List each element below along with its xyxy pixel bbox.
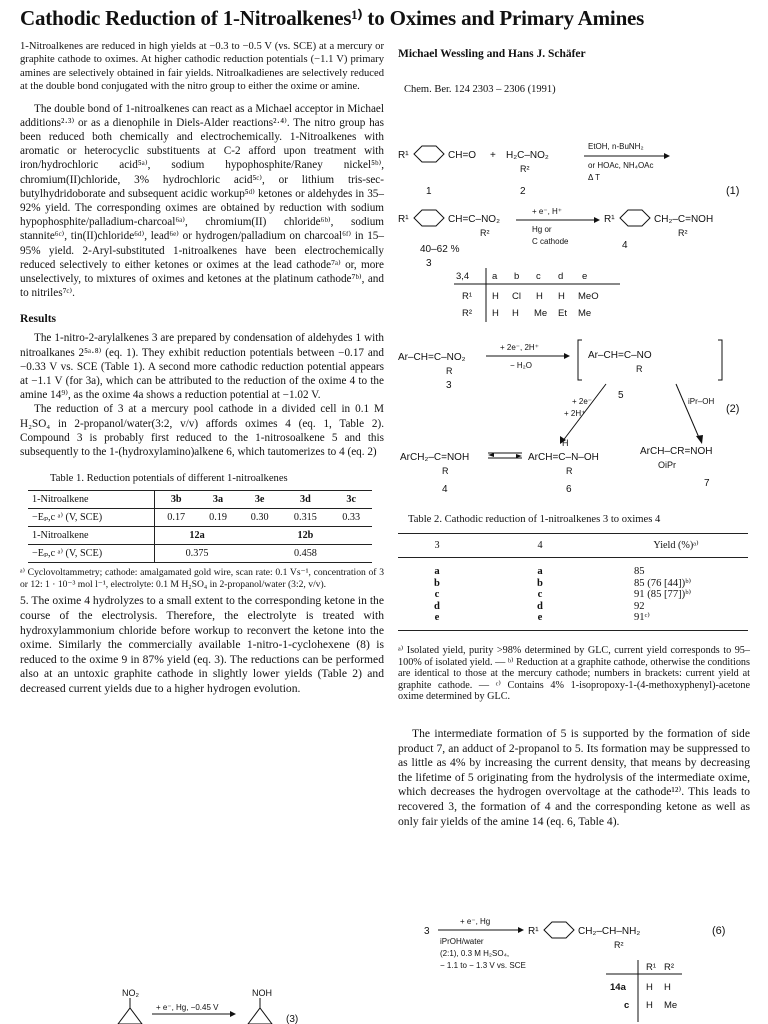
scheme2-condition-2: − H₂O [510,361,532,370]
scheme6-table-head: R¹ [646,962,657,973]
subst-cell: Et [558,308,567,319]
scheme2-label-4: 4 [442,484,448,495]
scheme2-r-c: R [442,466,449,476]
scheme2-label-7: 7 [704,478,710,489]
table-cell: a b c d e [398,558,476,631]
scheme1-r2: R² [520,164,530,174]
scheme2-condition-3: + 2e⁻ [572,397,593,406]
scheme3-noh: NOH [252,988,272,998]
benzene-ring-4 [544,922,574,938]
reaction-arrow [676,384,700,440]
results-paragraph-1: The 1-nitro-2-arylalkenes 3 are prepared by condensation of aldehydes 1 with nitroalkanes 2⁵ᵃ·⁸⁾ (eq. 1). They exhibit reduction potentials between −0.17 and −0.33 V vs. SCE (Table 1). A second more cathodic reduction potential appears at −1.1 V (for 3a), which can be attributed to the reduction of the oxime 4 to the amine 14⁹⁾, as the oxime 4a shows a reduction potential at −1.02 V. [20,332,384,402]
subst-cell: H [558,291,565,302]
subst-header: d [558,271,564,282]
page-title: Cathodic Reduction of 1-Nitroalkenes¹⁾ to Oximes and Primary Amines [20,6,645,30]
scheme2-hydroxylamine: ArCH=C–N–OH [528,452,599,463]
scheme3-eq: (3) [286,1014,299,1024]
subst-cell: H [492,291,499,302]
table-header-row [398,534,748,558]
scheme1-label-4: 4 [622,240,628,251]
scheme1-condition-5: Hg or [532,225,552,234]
table-row [398,558,748,631]
scheme6-table-head: R² [664,962,675,973]
subst-header: e [582,271,588,282]
table-cell: 0.30 [239,509,281,527]
table-cell: 85 85 (76 [44])ᵇ⁾ 91 (85 [77])ᵇ⁾ 92 91ᶜ⁾ [604,558,748,631]
right-column [398,40,750,95]
scheme6-eq-number: (6) [712,925,726,937]
scheme-2 [396,336,758,506]
scheme6-table-cell: 14a [610,982,626,993]
subst-cell: Me [534,308,548,319]
subst-header: b [514,271,520,282]
scheme6-r2: R² [614,940,624,950]
bracket-right [718,340,722,380]
scheme2-nitroalkene: Ar–CH=C–NO₂ [398,352,466,363]
scheme1-nitroalkane: H₂C–NO₂ [506,150,549,161]
intro-paragraph: The double bond of 1-nitroalkenes can react as a Michael acceptor in Michael additions²·³⁾ or as a dienophile in Diels-Alder reactions²·⁴⁾. The nitro group has been reduced both chemically and electrochemically. 1-Nitroalkenes with aromatic or heterocyclic substituents at C-2 afford upon treatment with iron/hydrochloric acid⁵ᵃ⁾, sodium hypophosphite/Raney nickel⁵ᵇ⁾, chromium(II)chloride, 3% hydrochloric acid⁵ᶜ⁾, or lithium tris-sec-butylhydridoborate and subsequent acidic workup⁵ᵈ⁾ ketones or aldehydes in 35–92% yield. The corresponding oximes are obtained by reduction with sodium hypophosphite/palladium-charcoal⁶ᵃ⁾, chromium(II) chloride⁶ᵇ⁾, sodium stannite⁶ᶜ⁾, tin(II)chloride⁶ᵈ⁾, lead⁶ᵉ⁾ or hydrogen/palladium on charcoal⁶ᶠ⁾ in 15–95% yield. 2-Aryl-substituted 1-nitroalkenes have been electrochemically reduced selectively to either ketones or oximes at the lead cathode⁷ᵃ⁾ or, more unselectively, to mixtures of oximes and ketones at the platinum cathode⁷ᵇ⁾, and to nitriles⁷ᶜ⁾. [20,102,384,300]
scheme2-condition-1: + 2e⁻, 2H⁺ [500,343,539,352]
scheme6-table-cell: Me [664,1000,678,1011]
scheme2-label-3: 3 [446,380,452,391]
scheme1-plus: + [490,150,496,161]
abstract-text: 1-Nitroalkenes are reduced in high yields at −0.3 to −0.5 V (vs. SCE) at a mercury or graphite cathode to oximes. At higher cathodic reduction potentials (−1.1 V) primary amines are selectively obtained in fair yields. Nitroalkadienes are selectively reduced at the double bond conjugated with the nitro group to either the oxime or amine. [20,41,384,93]
scheme1-label-3: 3 [426,258,432,269]
scheme1-oxime: CH₂–C=NOH [654,214,714,225]
scheme1-label-1: 1 [426,186,432,197]
table2-footnote: ᵃ⁾ Isolated yield, purity >98% determined by GLC, current yield corresponds to 95–100% of isolated yield. — ᵇ⁾ Reduction at a graphite cathode, otherwise the conditions are identical to those at the mercury cathode; numbers in brackets: current yield at graphite cathode. — ᶜ⁾ Contains 4% 1-isopropoxy-1-(4-methoxyphenyl)-acetone oxime determined by GLC. [398,644,750,703]
scheme3-conditions: + e⁻, Hg, −0.45 V [156,1003,219,1012]
right-lower [398,514,750,829]
subst-header: a [492,271,498,282]
scheme-3 [100,984,320,1024]
scheme1-r1-c: R¹ [604,214,615,225]
table2-caption: Table 2. Cathodic reduction of 1-nitroalkenes 3 to oximes 4 [408,514,661,525]
scheme6-condition-1: + e⁻, Hg [460,917,491,926]
table-cell: 3c [330,491,372,509]
table-row [28,527,372,545]
table-header: 4 [476,534,604,558]
table-row [28,491,372,509]
benzene-ring-1 [414,146,444,162]
scheme1-aldehyde: CH=O [448,150,477,161]
scheme2-eq-number: (2) [726,403,740,415]
benzene-ring-3 [620,210,650,226]
subst-cell: H [492,308,499,319]
table-row [28,509,372,527]
table-header: 3 [398,534,476,558]
scheme1-condition-3: Δ T [588,173,601,182]
table1 [28,490,372,563]
scheme6-r1: R¹ [528,926,539,937]
table-cell: 12a [155,527,239,545]
scheme6-table-cell: H [664,982,671,993]
subst-cell: Cl [512,291,521,302]
table-cell: 0.315 [280,509,330,527]
scheme2-r-d: R [566,466,573,476]
table-cell: 3e [239,491,281,509]
right-paragraph: The intermediate formation of 5 is supported by the formation of side product 7, an adduct of 2-propanol to 5. Its formation may be suppressed to as little as 4% by increasing the current density, that means by decreasing the lifetime of 5 originating from the hydrolysis of the intermediate oxime, which decreases the hydrogen overvoltage at the cathode¹²⁾. This leads to recovered 3, the formation of 4 and the corresponding ketone as well as only fair yields of the amine 14 (eq. 6, Table 4). [398,726,750,828]
table-header: Yield (%)ᵃ⁾ [604,534,748,558]
table2 [398,533,748,631]
table-cell: −Eₚ,c ᵃ⁾ (V, SCE) [28,545,155,563]
scheme1-r1-b: R¹ [398,214,409,225]
scheme1-nitroalkene: CH=C–NO₂ [448,214,500,225]
scheme1-condition-1: EtOH, n-BuNH₂ [588,142,644,151]
table-cell: −Eₚ,c ᵃ⁾ (V, SCE) [28,509,155,527]
scheme2-r-b: R [636,364,643,374]
results-heading: Results [20,312,57,326]
authors: Michael Wessling and Hans J. Schäfer [398,48,586,60]
table-cell: 3b [155,491,197,509]
cyclohexane-ring [248,1008,272,1024]
subst-cell: MeO [578,291,599,302]
scheme1-condition-6: C cathode [532,237,569,246]
scheme1-condition-2: or HOAc, NH₄OAc [588,161,654,170]
scheme6-condition-4: − 1.1 to − 1.3 V vs. SCE [440,961,526,970]
table-cell: 3a [197,491,239,509]
scheme-1 [396,140,758,270]
scheme-6 [420,912,750,1022]
substituent-table [452,266,622,324]
subst-cell: Me [578,308,592,319]
scheme6-condition-3: (2:1), 0.3 M H₂SO₄, [440,949,510,958]
abstract [20,40,384,94]
scheme2-h: H [562,438,569,448]
table-cell: 0.17 [155,509,197,527]
scheme1-yield: 40–62 % [420,244,460,255]
subst-cell: H [512,308,519,319]
table-row [28,545,372,563]
subst-header: c [536,271,541,282]
scheme6-condition-2: iPrOH/water [440,937,484,946]
subst-cell: R² [462,308,473,319]
results-paragraph-2: The reduction of 3 at a mercury pool cathode in a divided cell in 0.1 M H₂SO₄ in 2-propanol/water(3:2, v/v) affords oximes 4 (eq. 1, Table 2). Compound 3 is probably first reduced to the 1-nitrosoalkene 5 and this subsequently to the 1-(hydroxylamino)alkene 6, which tautomerizes to 4 (eq. 2) [20,403,384,459]
table1-caption: Table 1. Reduction potentials of different 1-nitroalkenes [50,473,288,485]
scheme2-label-6: 6 [566,484,572,495]
table-cell: 12b [239,527,372,545]
table-cell: 0.375 [155,545,239,563]
table-cell: 1-Nitroalkene [28,491,155,509]
scheme1-label-2: 2 [520,186,526,197]
scheme6-table-cell: c [624,1000,630,1011]
scheme2-oipr: OiPr [658,460,676,470]
journal-citation: Chem. Ber. 124 2303 – 2306 (1991) [404,84,556,95]
scheme6-amine: CH₂–CH–NH₂ [578,926,641,937]
scheme6-table-cell: H [646,1000,653,1011]
left-column [20,40,384,697]
subst-cell: R¹ [462,291,473,302]
scheme6-table-cell: H [646,982,653,993]
benzene-ring-2 [414,210,444,226]
scheme3-no2: NO₂ [122,988,139,998]
scheme2-oxime: ArCH₂–C=NOH [400,452,470,463]
scheme2-condition-4: + 2H⁺ [564,409,586,418]
table-cell: 0.19 [197,509,239,527]
table1-footnote: ᵃ⁾ Cyclovoltammetry; cathode: amalgamated gold wire, scan rate: 0.1 Vs⁻¹, concentration of 3 or 12: 1 · 10⁻³ mol l⁻¹, electrolyte: 0.1 M H₂SO₄ in 2-propanol/water (3:2, v/v). [20,567,384,590]
table-cell: 3d [280,491,330,509]
scheme6-label-3: 3 [424,926,430,937]
subst-cell: H [536,291,543,302]
scheme2-nitroso: Ar–CH=C–NO [588,350,652,361]
table-cell: 0.458 [239,545,372,563]
scheme2-condition-5: iPr–OH [688,397,715,406]
table-cell: 1-Nitroalkene [28,527,155,545]
bracket-left [578,340,582,380]
scheme1-r1: R¹ [398,150,409,161]
scheme2-side-product: ArCH–CR=NOH [640,446,713,457]
table-cell: a b c d e [476,558,604,631]
scheme1-condition-4: + e⁻, H⁺ [532,207,563,216]
scheme1-r2-b: R² [480,228,490,238]
scheme1-r2-c: R² [678,228,688,238]
subst-header: 3,4 [456,271,470,282]
scheme2-label-5: 5 [618,390,624,401]
scheme1-eq-number: (1) [726,185,740,197]
left-bottom-paragraph: 5. The oxime 4 hydrolyzes to a small extent to the corresponding ketone in the course of the electrolysis. Therefore, the electrolyte is treated with hydroxylammonium chloride before workup to reconvert the ketone into the oxime. Similarly the commercially available 1-nitro-1-cyclohexene (8) is reduced to the oxime 9 in 87% yield (eq. 3). The reductions can be performed also at an untoxic graphite cathode in slightly lower yields (Table 2) and decreased current yields due to a higher hydrogen evolution. [20,594,384,696]
cyclohexene-ring [118,1008,142,1024]
table-cell: 0.33 [330,509,372,527]
scheme2-r: R [446,366,453,376]
